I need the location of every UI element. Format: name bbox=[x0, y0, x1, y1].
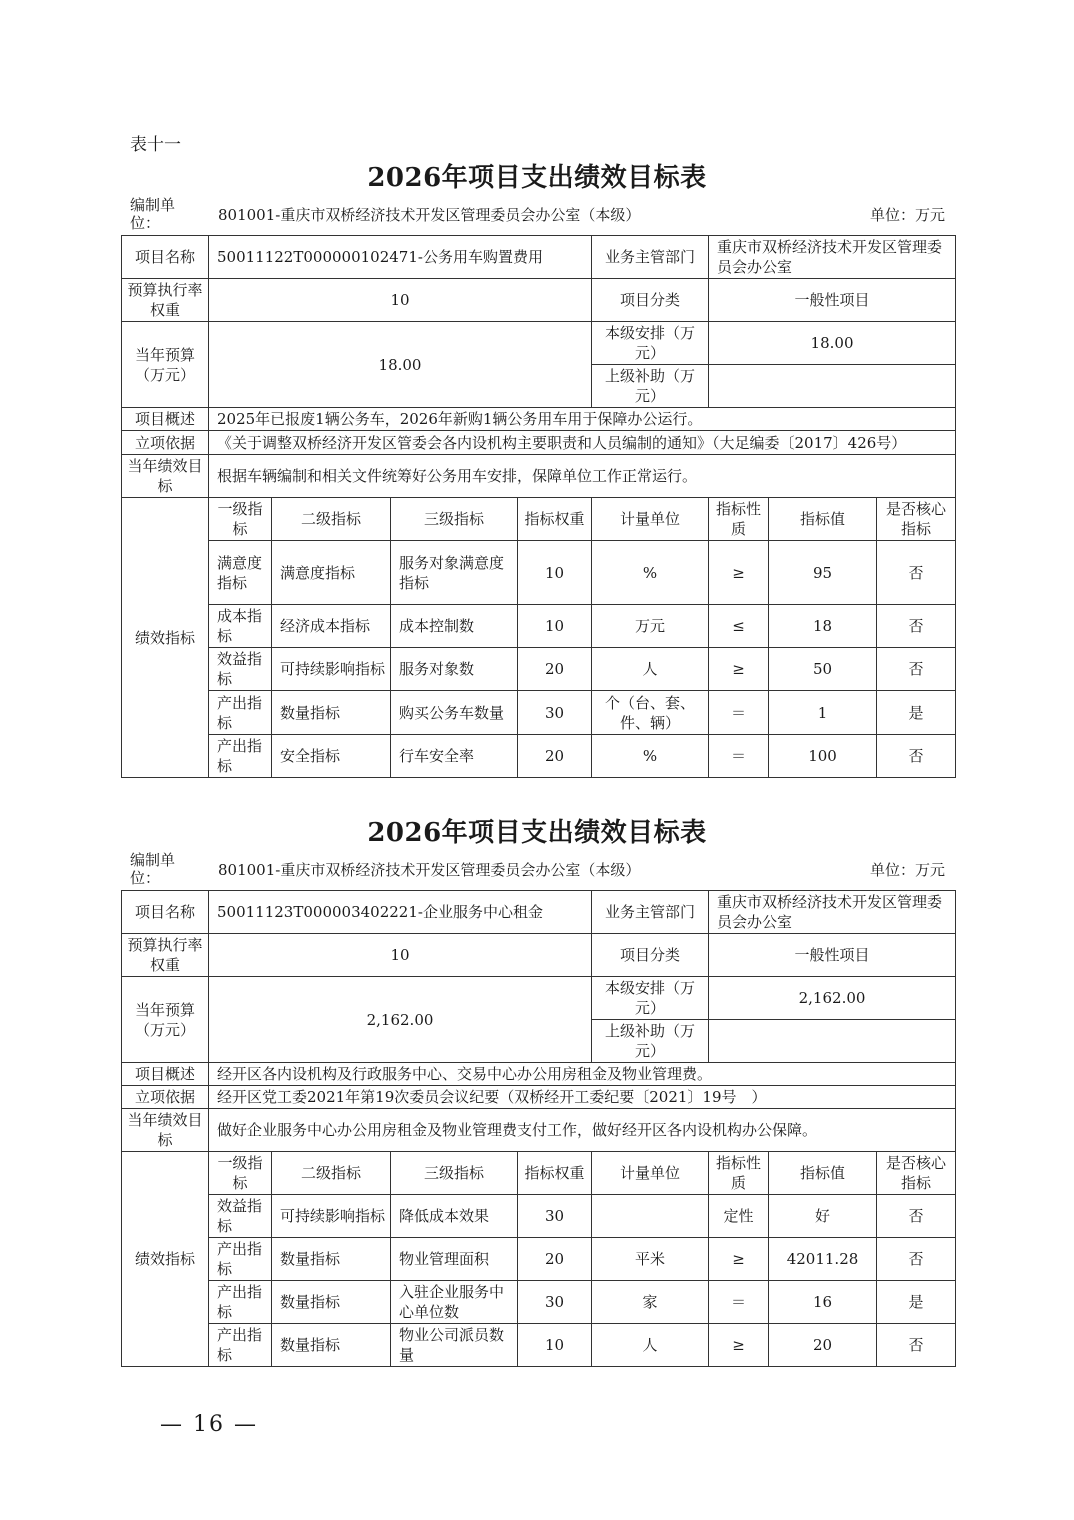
category-label: 项目分类 bbox=[592, 934, 709, 977]
local-label: 本级安排（万元） bbox=[592, 322, 709, 365]
table-1-meta bbox=[130, 196, 955, 234]
nature-cell: ≤ bbox=[709, 605, 769, 648]
goal-value: 做好企业服务中心办公用房租金及物业管理费支付工作，做好经开区各内设机构办公保障。 bbox=[209, 1109, 956, 1152]
weight-cell: 10 bbox=[518, 605, 592, 648]
level1-cell: 成本指标 bbox=[209, 605, 272, 648]
core-cell: 否 bbox=[877, 648, 956, 691]
org-name: 801001-重庆市双桥经济技术开发区管理委员会办公室（本级） bbox=[218, 206, 641, 224]
header-nature: 指标性质 bbox=[709, 498, 769, 541]
overview-value: 2025年已报废1辆公务车，2026年新购1辆公务用车用于保障办公运行。 bbox=[209, 408, 956, 431]
unit-cell: 人 bbox=[592, 648, 709, 691]
value-cell: 16 bbox=[769, 1281, 877, 1324]
performance-table-1 bbox=[121, 235, 956, 778]
header-level3: 三级指标 bbox=[391, 498, 518, 541]
level2-cell: 数量指标 bbox=[272, 1281, 391, 1324]
nature-cell: ≥ bbox=[709, 1238, 769, 1281]
level1-cell: 产出指标 bbox=[209, 1281, 272, 1324]
category-value: 一般性项目 bbox=[709, 279, 956, 322]
budget-value: 2,162.00 bbox=[209, 977, 592, 1063]
weight-cell: 20 bbox=[518, 735, 592, 778]
unit-cell: 人 bbox=[592, 1324, 709, 1367]
header-level3: 三级指标 bbox=[391, 1152, 518, 1195]
basis-label: 立项依据 bbox=[122, 431, 209, 455]
level1-cell: 产出指标 bbox=[209, 1324, 272, 1367]
table-2-meta bbox=[130, 851, 955, 889]
dept-label: 业务主管部门 bbox=[592, 891, 709, 934]
header-level1: 一级指标 bbox=[209, 1152, 272, 1195]
unit-cell: % bbox=[592, 735, 709, 778]
dept-value: 重庆市双桥经济技术开发区管理委员会办公室 bbox=[709, 236, 956, 279]
budget-label: 当年预算（万元） bbox=[122, 977, 209, 1063]
upper-value bbox=[709, 365, 956, 408]
overview-label: 项目概述 bbox=[122, 408, 209, 431]
value-cell: 18 bbox=[769, 605, 877, 648]
core-cell: 否 bbox=[877, 735, 956, 778]
level3-cell: 行车安全率 bbox=[391, 735, 518, 778]
exec-weight: 10 bbox=[209, 934, 592, 977]
header-unit: 计量单位 bbox=[592, 498, 709, 541]
level3-cell: 物业管理面积 bbox=[391, 1238, 518, 1281]
unit-label: 单位：万元 bbox=[869, 861, 945, 879]
value-cell: 1 bbox=[769, 691, 877, 735]
project-name: 50011122T000000102471-公务用车购置费用 bbox=[209, 236, 592, 279]
header-value: 指标值 bbox=[769, 498, 877, 541]
level2-cell: 经济成本指标 bbox=[272, 605, 391, 648]
header-core: 是否核心指标 bbox=[877, 498, 956, 541]
unit-cell: % bbox=[592, 541, 709, 605]
level3-cell: 成本控制数 bbox=[391, 605, 518, 648]
table-tag: 表十一 bbox=[130, 135, 181, 155]
page-number: — 16 — bbox=[160, 1412, 258, 1437]
category-label: 项目分类 bbox=[592, 279, 709, 322]
level3-cell: 购买公务车数量 bbox=[391, 691, 518, 735]
header-level2: 二级指标 bbox=[272, 498, 391, 541]
table-row bbox=[122, 648, 956, 691]
level2-cell: 数量指标 bbox=[272, 1324, 391, 1367]
dept-value: 重庆市双桥经济技术开发区管理委员会办公室 bbox=[709, 891, 956, 934]
unit-cell bbox=[592, 1195, 709, 1238]
nature-cell: ＝ bbox=[709, 735, 769, 778]
value-cell: 50 bbox=[769, 648, 877, 691]
level1-cell: 满意度指标 bbox=[209, 541, 272, 605]
exec-weight-label: 预算执行率权重 bbox=[122, 279, 209, 322]
level2-cell: 数量指标 bbox=[272, 1238, 391, 1281]
level2-cell: 安全指标 bbox=[272, 735, 391, 778]
goal-label: 当年绩效目标 bbox=[122, 1109, 209, 1152]
basis-value: 经开区党工委2021年第19次委员会议纪要（双桥经开工委纪要〔2021〕19号 ） bbox=[209, 1086, 956, 1109]
upper-value bbox=[709, 1020, 956, 1063]
value-cell: 好 bbox=[769, 1195, 877, 1238]
weight-cell: 10 bbox=[518, 1324, 592, 1367]
perf-label: 绩效指标 bbox=[122, 498, 209, 778]
core-cell: 否 bbox=[877, 541, 956, 605]
weight-cell: 20 bbox=[518, 648, 592, 691]
table-row bbox=[122, 1195, 956, 1238]
weight-cell: 10 bbox=[518, 541, 592, 605]
level2-cell: 数量指标 bbox=[272, 691, 391, 735]
local-value: 2,162.00 bbox=[709, 977, 956, 1020]
weight-cell: 30 bbox=[518, 691, 592, 735]
local-label: 本级安排（万元） bbox=[592, 977, 709, 1020]
level1-cell: 效益指标 bbox=[209, 1195, 272, 1238]
org-label: 编制单位： bbox=[130, 196, 176, 232]
budget-value: 18.00 bbox=[209, 322, 592, 408]
value-cell: 42011.28 bbox=[769, 1238, 877, 1281]
core-cell: 否 bbox=[877, 1238, 956, 1281]
level3-cell: 物业公司派员数量 bbox=[391, 1324, 518, 1367]
nature-cell: ≥ bbox=[709, 541, 769, 605]
exec-weight-label: 预算执行率权重 bbox=[122, 934, 209, 977]
table-row bbox=[122, 1238, 956, 1281]
dept-label: 业务主管部门 bbox=[592, 236, 709, 279]
header-nature: 指标性质 bbox=[709, 1152, 769, 1195]
overview-label: 项目概述 bbox=[122, 1063, 209, 1086]
level1-cell: 产出指标 bbox=[209, 691, 272, 735]
weight-cell: 30 bbox=[518, 1281, 592, 1324]
basis-value: 《关于调整双桥经济开发区管委会各内设机构主要职责和人员编制的通知》（大足编委〔2017〕426号） bbox=[209, 431, 956, 455]
core-cell: 否 bbox=[877, 1195, 956, 1238]
level3-cell: 服务对象满意度指标 bbox=[391, 541, 518, 605]
org-name: 801001-重庆市双桥经济技术开发区管理委员会办公室（本级） bbox=[218, 861, 641, 879]
nature-cell: ＝ bbox=[709, 1281, 769, 1324]
table-2-title: 2026年项目支出绩效目标表 bbox=[367, 818, 707, 848]
unit-label: 单位：万元 bbox=[869, 206, 945, 224]
exec-weight: 10 bbox=[209, 279, 592, 322]
core-cell: 否 bbox=[877, 605, 956, 648]
core-cell: 是 bbox=[877, 1281, 956, 1324]
table-row bbox=[122, 541, 956, 605]
unit-cell: 平米 bbox=[592, 1238, 709, 1281]
table-1-title: 2026年项目支出绩效目标表 bbox=[367, 163, 707, 193]
level3-cell: 服务对象数 bbox=[391, 648, 518, 691]
header-level2: 二级指标 bbox=[272, 1152, 391, 1195]
header-level1: 一级指标 bbox=[209, 498, 272, 541]
nature-cell: ＝ bbox=[709, 691, 769, 735]
level2-cell: 可持续影响指标 bbox=[272, 1195, 391, 1238]
level3-cell: 降低成本效果 bbox=[391, 1195, 518, 1238]
core-cell: 否 bbox=[877, 1324, 956, 1367]
basis-label: 立项依据 bbox=[122, 1086, 209, 1109]
header-value: 指标值 bbox=[769, 1152, 877, 1195]
nature-cell: ≥ bbox=[709, 648, 769, 691]
unit-cell: 个（台、套、件、辆） bbox=[592, 691, 709, 735]
org-label: 编制单位： bbox=[130, 851, 176, 887]
goal-value: 根据车辆编制和相关文件统筹好公务用车安排，保障单位工作正常运行。 bbox=[209, 455, 956, 498]
level2-cell: 可持续影响指标 bbox=[272, 648, 391, 691]
perf-label: 绩效指标 bbox=[122, 1152, 209, 1367]
value-cell: 20 bbox=[769, 1324, 877, 1367]
overview-value: 经开区各内设机构及行政服务中心、交易中心办公用房租金及物业管理费。 bbox=[209, 1063, 956, 1086]
performance-table-2 bbox=[121, 890, 956, 1367]
table-row bbox=[122, 1324, 956, 1367]
unit-cell: 万元 bbox=[592, 605, 709, 648]
value-cell: 95 bbox=[769, 541, 877, 605]
header-weight: 指标权重 bbox=[518, 498, 592, 541]
project-name-label: 项目名称 bbox=[122, 236, 209, 279]
header-core: 是否核心指标 bbox=[877, 1152, 956, 1195]
header-unit: 计量单位 bbox=[592, 1152, 709, 1195]
category-value: 一般性项目 bbox=[709, 934, 956, 977]
table-row bbox=[122, 605, 956, 648]
goal-label: 当年绩效目标 bbox=[122, 455, 209, 498]
weight-cell: 30 bbox=[518, 1195, 592, 1238]
level1-cell: 产出指标 bbox=[209, 1238, 272, 1281]
header-weight: 指标权重 bbox=[518, 1152, 592, 1195]
upper-label: 上级补助（万元） bbox=[592, 1020, 709, 1063]
level1-cell: 产出指标 bbox=[209, 735, 272, 778]
upper-label: 上级补助（万元） bbox=[592, 365, 709, 408]
nature-cell: 定性 bbox=[709, 1195, 769, 1238]
level2-cell: 满意度指标 bbox=[272, 541, 391, 605]
unit-cell: 家 bbox=[592, 1281, 709, 1324]
core-cell: 是 bbox=[877, 691, 956, 735]
table-row bbox=[122, 691, 956, 735]
local-value: 18.00 bbox=[709, 322, 956, 365]
table-row bbox=[122, 735, 956, 778]
weight-cell: 20 bbox=[518, 1238, 592, 1281]
level1-cell: 效益指标 bbox=[209, 648, 272, 691]
project-name: 50011123T000003402221-企业服务中心租金 bbox=[209, 891, 592, 934]
level3-cell: 入驻企业服务中心单位数 bbox=[391, 1281, 518, 1324]
value-cell: 100 bbox=[769, 735, 877, 778]
budget-label: 当年预算（万元） bbox=[122, 322, 209, 408]
project-name-label: 项目名称 bbox=[122, 891, 209, 934]
nature-cell: ≥ bbox=[709, 1324, 769, 1367]
table-row bbox=[122, 1281, 956, 1324]
